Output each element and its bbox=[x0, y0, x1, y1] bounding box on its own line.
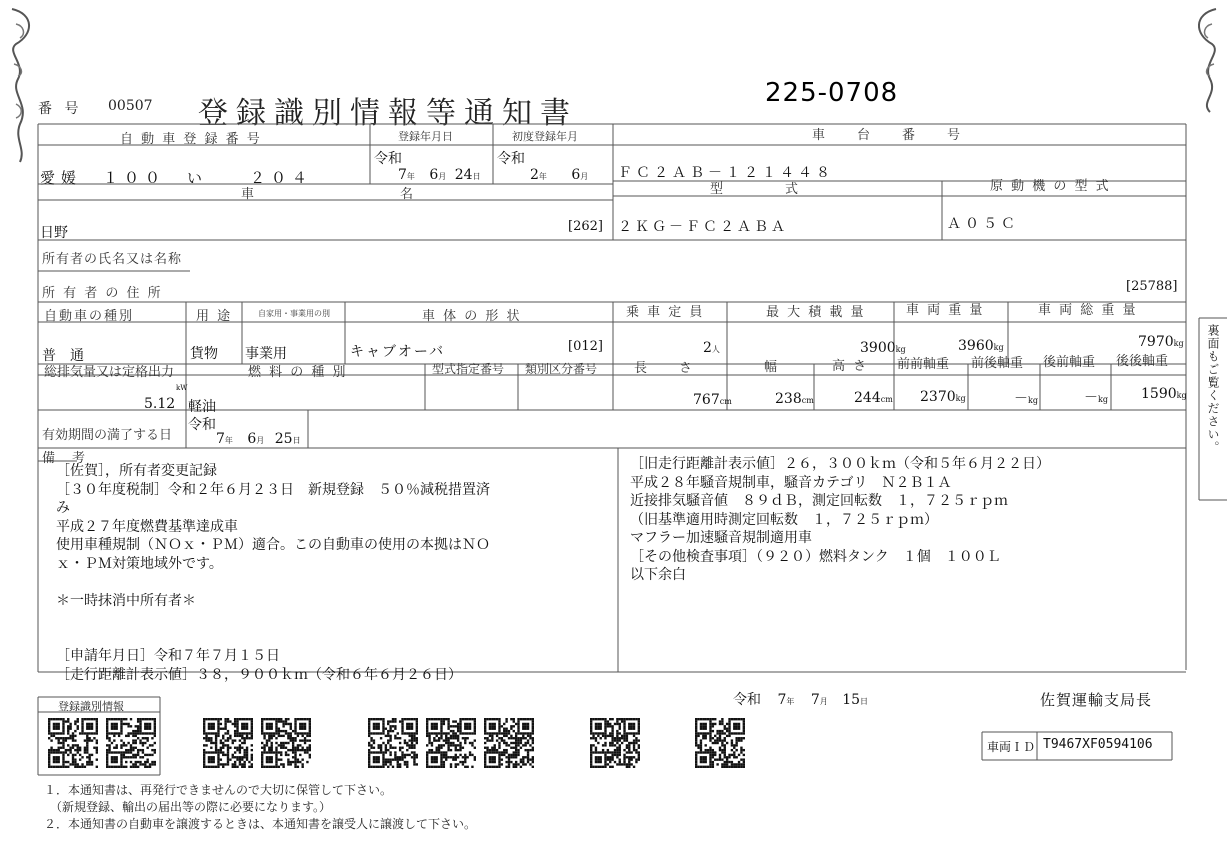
gross-weight-value: 7970 bbox=[1138, 334, 1174, 350]
remark-line: ［旧走行距離計表示値］２６，３００ｋｍ（令和５年６月２２日） bbox=[630, 456, 1050, 472]
issue-day: 15 bbox=[842, 692, 861, 708]
qr-code bbox=[203, 718, 253, 768]
label-car-name-1: 車 bbox=[241, 187, 257, 202]
remark-line: （旧基準適用時測定回転数 １，７２５ｒｐｍ） bbox=[630, 511, 938, 528]
label-length: 長 さ bbox=[634, 361, 695, 376]
reg-date-era: 令和 bbox=[374, 151, 402, 167]
vehicle-id-label: 車両ＩＤ bbox=[987, 740, 1036, 754]
issuer: 佐賀運輸支局長 bbox=[1040, 691, 1153, 709]
label-remarks: 備 考 bbox=[42, 451, 88, 466]
first-reg-era: 令和 bbox=[497, 151, 525, 167]
unit-kg: kg bbox=[1098, 395, 1108, 404]
label-owner-name: 所有者の氏名又は名称 bbox=[42, 252, 183, 267]
rear-front-axle bbox=[1084, 387, 1108, 407]
qr-code bbox=[484, 718, 534, 768]
remark-line: ［申請年月日］令和７年７月１５日 bbox=[56, 648, 280, 664]
rear-front-axle-value: － bbox=[1084, 390, 1098, 406]
label-body-shape: 車 体 の 形 状 bbox=[422, 309, 522, 324]
unit-day: 日 bbox=[292, 436, 301, 445]
document-number-label: 番 号 bbox=[38, 101, 83, 117]
displacement: 5.12 bbox=[144, 396, 176, 412]
label-car-name-2: 名 bbox=[400, 187, 416, 202]
label-width: 幅 bbox=[764, 360, 780, 375]
side-note: 裏面もご覧ください。 bbox=[1206, 324, 1220, 454]
unit-kg: kg bbox=[895, 345, 906, 354]
length-value: 767 bbox=[693, 392, 720, 408]
issue-era: 令和 bbox=[733, 692, 761, 708]
remark-line: ［佐賀］，所有者変更記録 bbox=[56, 463, 217, 479]
remark-line: み bbox=[56, 500, 70, 516]
remark-line: マフラー加速騒音規制適用車 bbox=[630, 530, 812, 546]
remark-line: 平成２８年騒音規制車，騒音カテゴリ Ｎ２Ｂ１Ａ bbox=[630, 474, 952, 491]
remark-line: ＊一時抹消中所有者＊ bbox=[56, 592, 196, 609]
issue-date bbox=[733, 689, 868, 709]
qr-code bbox=[426, 718, 476, 768]
unit-year: 年 bbox=[406, 172, 415, 181]
label-usage: 用 途 bbox=[196, 309, 233, 324]
qr-code bbox=[590, 718, 640, 768]
label-owner-address: 所 有 者 の 住 所 bbox=[42, 286, 163, 301]
remark-line: 平成２７年度燃費基準達成車 bbox=[56, 518, 238, 535]
note-line: （新規登録、輸出の届出等の際に必要になります。） bbox=[44, 800, 332, 814]
postal-stamp: 225-0708 bbox=[765, 78, 899, 108]
qr-code bbox=[368, 718, 418, 768]
vehicle-type: 普 通 bbox=[42, 348, 84, 364]
weight-value: 3960 bbox=[958, 338, 994, 354]
label-type-designation: 型式指定番号 bbox=[432, 362, 505, 376]
notes bbox=[44, 782, 476, 833]
expiry-date bbox=[216, 431, 301, 447]
rear-rear-axle bbox=[1141, 386, 1187, 402]
unit-cm: cm bbox=[880, 395, 893, 404]
unit-kg: kg bbox=[993, 343, 1004, 352]
model: ２ＫＧ－ＦＣ２ＡＢＡ bbox=[618, 219, 788, 235]
fuel: 軽油 bbox=[188, 399, 216, 415]
height bbox=[854, 390, 893, 406]
label-vehicle-type: 自動車の種別 bbox=[44, 309, 135, 324]
label-category-number: 類別区分番号 bbox=[525, 362, 598, 376]
reg-month: 6 bbox=[429, 167, 439, 183]
max-load-value: 3900 bbox=[860, 340, 896, 356]
length bbox=[693, 392, 732, 408]
issue-year: 7 bbox=[777, 692, 787, 708]
remark-line: 近接排気騒音値 ８９ｄＢ，測定回転数 １，７２５ｒｐｍ bbox=[630, 493, 1008, 509]
remark-line: 以下余白 bbox=[630, 567, 686, 583]
capacity-value: 2 bbox=[703, 340, 712, 356]
first-reg-value bbox=[530, 167, 588, 183]
car-name: 日野 bbox=[40, 225, 68, 241]
unit-month: 月 bbox=[438, 172, 447, 181]
document-number: 00507 bbox=[108, 98, 153, 114]
remarks-right bbox=[630, 455, 1050, 585]
remark-line: 使用車種規制（ＮＯｘ・ＰＭ）適合。この自動車の使用の本拠はＮＯ bbox=[56, 537, 490, 553]
unit-day: 日 bbox=[860, 697, 869, 706]
front-front-axle bbox=[920, 389, 966, 405]
address-code: [25788] bbox=[1126, 279, 1178, 294]
label-engine-model: 原 動 機 の 型 式 bbox=[990, 179, 1111, 194]
height-value: 244 bbox=[854, 390, 881, 406]
label-gross-weight: 車 両 総 重 量 bbox=[1038, 303, 1138, 318]
front-front-axle-value: 2370 bbox=[920, 389, 956, 405]
document-title: 登録識別情報等通知書 bbox=[198, 96, 578, 131]
vehicle-id: T9467XF0594106 bbox=[1043, 737, 1153, 752]
chassis-number: ＦＣ２ＡＢ－１２１４４８ bbox=[618, 165, 834, 181]
unit-cm: cm bbox=[801, 396, 814, 405]
label-displacement: 総排気量又は定格出力 bbox=[44, 365, 175, 380]
unit-kg: kg bbox=[955, 394, 966, 403]
body-shape: キャブオーバ bbox=[350, 344, 446, 360]
unit-kw: kW bbox=[176, 384, 188, 392]
front-rear-axle-value: － bbox=[1014, 391, 1028, 407]
remark-line: ［その他検査事項］（９２０）燃料タンク １個 １００Ｌ bbox=[630, 548, 1001, 565]
body-code: [012] bbox=[568, 339, 603, 354]
expiry-month: 6 bbox=[247, 431, 257, 447]
car-name-code: [262] bbox=[568, 219, 603, 234]
label-first-reg: 初度登録年月 bbox=[512, 130, 578, 143]
unit-month: 月 bbox=[819, 697, 828, 706]
label-reg-number: 自 動 車 登 録 番 号 bbox=[120, 132, 262, 147]
qr-code bbox=[48, 718, 98, 768]
qr-code bbox=[106, 718, 156, 768]
label-reg-date: 登録年月日 bbox=[398, 130, 453, 143]
qr-code bbox=[261, 718, 311, 768]
first-year: 2 bbox=[530, 167, 539, 183]
unit-month: 月 bbox=[580, 172, 589, 181]
remark-line bbox=[56, 573, 490, 592]
issue-month: 7 bbox=[810, 692, 820, 708]
expiry-day: 25 bbox=[274, 431, 293, 447]
remark-line: ［３０年度税制］令和２年６月２３日 新規登録 ５０％減税措置済 bbox=[56, 481, 490, 498]
remark-line bbox=[56, 610, 490, 629]
label-front-front-axle: 前前軸重 bbox=[897, 357, 950, 372]
label-chassis: 車 台 番 号 bbox=[812, 128, 963, 143]
private-business: 事業用 bbox=[245, 346, 287, 362]
label-model: 型 式 bbox=[710, 182, 801, 197]
unit-year: 年 bbox=[786, 697, 795, 706]
unit-kg: kg bbox=[1176, 391, 1187, 400]
label-weight: 車 両 重 量 bbox=[906, 303, 985, 318]
rear-rear-axle-value: 1590 bbox=[1141, 386, 1177, 402]
unit-year: 年 bbox=[538, 172, 547, 181]
unit-person: 人 bbox=[711, 345, 720, 354]
width-value: 238 bbox=[775, 391, 802, 407]
note-line: ２．本通知書の自動車を譲渡するときは、本通知書を譲受人に譲渡して下さい。 bbox=[44, 817, 477, 831]
label-capacity: 乗 車 定 員 bbox=[626, 305, 705, 320]
registration-number: 愛媛 １００ い ２０４ bbox=[40, 169, 314, 187]
remarks-left bbox=[56, 462, 490, 684]
remark-line bbox=[56, 629, 490, 648]
expiry-era: 令和 bbox=[188, 417, 216, 433]
reg-day: 24 bbox=[454, 167, 473, 183]
label-front-rear-axle: 前後軸重 bbox=[971, 356, 1024, 371]
expiry-year: 7 bbox=[216, 431, 225, 447]
width bbox=[775, 391, 814, 407]
label-private-business: 自家用・事業用の別 bbox=[258, 309, 330, 318]
qr-label: 登録識別情報 bbox=[58, 700, 124, 713]
note-line: １．本通知書は、再発行できませんので大切に保管して下さい。 bbox=[44, 783, 393, 797]
engine-model: Ａ０５Ｃ bbox=[947, 216, 1019, 232]
unit-kg: kg bbox=[1173, 339, 1184, 348]
remark-line: ［走行距離計表示値］３８，９００ｋｍ（令和６年６月２６日） bbox=[56, 666, 462, 683]
unit-day: 日 bbox=[472, 172, 481, 181]
label-rear-front-axle: 後前軸重 bbox=[1043, 355, 1096, 370]
reg-year: 7 bbox=[398, 167, 407, 183]
usage: 貨物 bbox=[190, 346, 218, 362]
capacity bbox=[703, 340, 720, 356]
remark-line: ｘ・ＰＭ対策地域外です。 bbox=[56, 555, 223, 572]
unit-kg: kg bbox=[1028, 396, 1038, 405]
unit-cm: cm bbox=[719, 397, 732, 406]
gross-weight bbox=[1138, 334, 1184, 350]
qr-code bbox=[695, 718, 745, 768]
unit-year: 年 bbox=[224, 436, 233, 445]
label-max-load: 最 大 積 載 量 bbox=[766, 305, 866, 320]
label-fuel: 燃 料 の 種 別 bbox=[248, 365, 348, 380]
unit-month: 月 bbox=[256, 436, 265, 445]
label-expiry: 有効期間の満了する日 bbox=[42, 428, 173, 443]
reg-date-value bbox=[398, 167, 481, 183]
label-rear-rear-axle: 後後軸重 bbox=[1116, 354, 1169, 369]
label-height: 高 さ bbox=[832, 359, 869, 374]
front-rear-axle bbox=[1014, 388, 1038, 408]
first-month: 6 bbox=[571, 167, 581, 183]
